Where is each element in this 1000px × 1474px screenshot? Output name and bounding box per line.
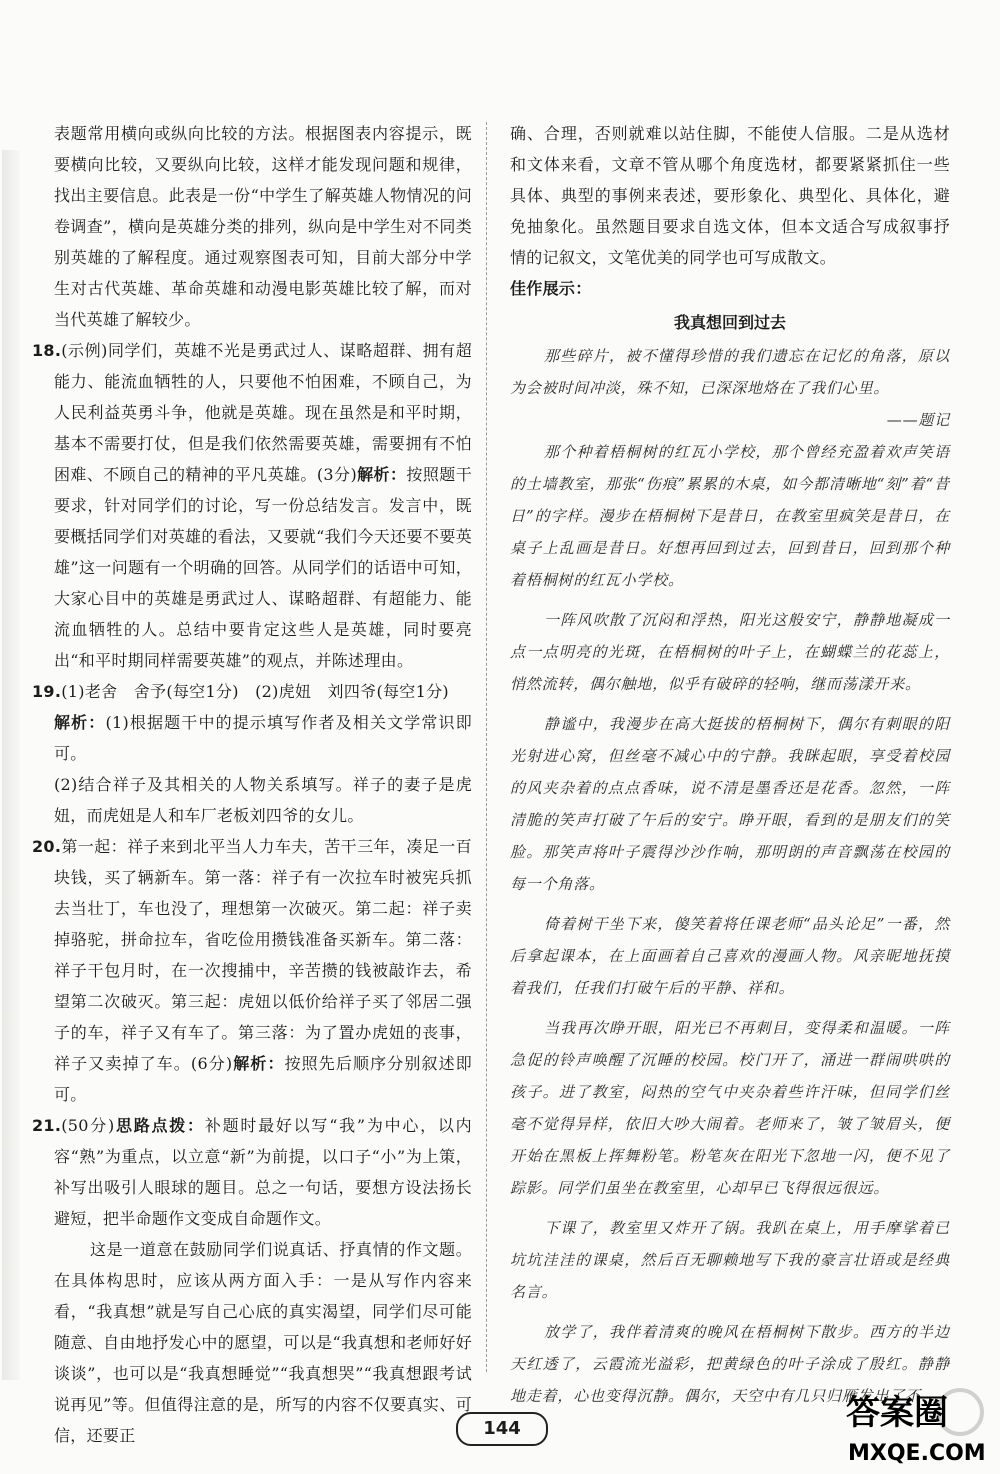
watermark-logo [840,1380,990,1470]
guidance-continued-text: 确、合理，否则就难以站住脚，不能使人信服。二是从选材和文体来看，文章不管从哪个角度选材，都要紧紧抓住一些具体、典型的事例来表述，要形象化、典型化、具体化，避免抽象化。虽然题目要求自选文体，但本文适合写成叙事抒情的记叙文，文笔优美的同学也可写成散文。 [510,124,950,267]
q19-analysis-1 [32,707,472,769]
watermark-main-text: 答案圈 [846,1393,948,1433]
q21-score: (50分) [61,1116,115,1135]
left-column [32,118,472,1451]
q18-answer: (示例)同学们，英雄不光是勇武过人、谋略超群、拥有超能力、能流血牺牲的人，只要他不怕困难，不顾自己，为人民利益英勇斗争，他就是英雄。现在虽然是和平时期，基本不需要打仗，但是我们依然需要英雄，需要拥有不怕困难、不顾自己的精神的平凡英雄。(3分) [54,341,472,484]
essay-paragraph: 倚着树干坐下来，傻笑着将任课老师“品头论足”一番，然后拿起课本，在上面画着自己喜欢的漫画人物。风亲昵地抚摸着我们，任我们打破午后的平静、祥和。 [510,915,950,997]
essay-paragraph: 当我再次睁开眼，阳光已不再刺目，变得柔和温暖。一阵急促的铃声唤醒了沉睡的校园。校门开了，涌进一群闹哄哄的孩子。进了教室，闷热的空气中夹杂着些许汗味，但同学们丝毫不觉得异样，依旧大吵大闹着。老师来了，皱了皱眉头，便开始在黑板上挥舞粉笔。粉笔灰在阳光下忽地一闪，便不见了踪影。同学们虽坐在教室里，心却早已飞得很远很远。 [510,1019,950,1197]
essay-paragraph: 一阵风吹散了沉闷和浮热，阳光这般安宁，静静地凝成一点一点明亮的光斑，在梧桐树的叶子上，在蝴蝶兰的花蕊上，悄然流转，偶尔触地，似乎有破碎的轻响，继而荡漾开来。 [510,611,950,693]
q18-analysis: 按照题干要求，针对同学们的讨论，写一份总结发言。发言中，既要概括同学们对英雄的看法，又要就“我们今天还要不要英雄”这一问题有一个明确的回答。从同学们的话语中可知，大家心目中的英雄是勇武过人、谋略超群、有超能力、能流血牺牲的人。总结中要肯定这些人是英雄，同时要亮出“和平时期同样需要英雄”的观点，并陈述理由。 [54,465,472,670]
essay-paragraph: 静谧中，我漫步在高大挺拔的梧桐树下，偶尔有刺眼的阳光射进心窝，但丝毫不减心中的宁静。我眯起眼，享受着校园的风夹杂着的点点香味，说不清是墨香还是花香。忽然，一阵清脆的笑声打破了午后的安宁。睁开眼，看到的是朋友们的笑脸。那笑声将叶子震得沙沙作响，那明朗的声音飘荡在校园的每一个角落。 [510,715,950,893]
q19-analysis-label: 解析： [54,713,106,732]
answer-19 [32,676,472,707]
essay-paragraph: 放学了，我伴着清爽的晚风在梧桐树下散步。西方的半边天红透了，云霞流光溢彩，把黄绿色的叶子涂成了殷红。静静地走着，心也变得沉静。偶尔，天空中有几只归雁发出了不 [510,1323,950,1405]
q19-number: 19. [32,682,62,701]
watermark-graphic [840,1380,990,1470]
q21-tips: 补题时最好以写“我”为中心，以内容“熟”为重点，以立意“新”为前提，以口子“小”为上策，补写出吸引人眼球的题目。总之一句话，要想方设法扬长避短，把半命题作文变成自命题作文。 [54,1116,472,1228]
q18-number: 18. [32,341,62,360]
model-essay [510,340,950,1412]
showcase-label: 佳作展示： [510,279,592,298]
chart-analysis-text: 表题常用横向或纵向比较的方法。根据图表内容提示，既要横向比较，又要纵向比较，这样才能发现问题和规律，找出主要信息。此表是一份“中学生了解英雄人物情况的问卷调查”，横向是英雄分类的排列，纵向是中学生对不同类别英雄的了解程度。通过观察图表可知，目前大部分中学生对古代英雄、革命英雄和动漫电影英雄比较了解，而对当代英雄了解较少。 [54,124,472,329]
q21-guidance: 这是一道意在鼓励同学们说真话、抒真情的作文题。在具体构思时，应该从两方面入手：一是从写作内容来看，“我真想”就是写自己心底的真实渴望，同学们尽可能随意、自由地抒发心中的愿望，可以是“我真想和老师好好谈谈”，也可以是“我真想睡觉”“我真想哭”“我真想跟考试说再见”等。但值得注意的是，所写的内容不仅要真实、可信，还要正 [54,1240,472,1445]
q20-number: 20. [32,837,62,856]
q20-analysis-label: 解析： [232,1054,285,1073]
answer-21 [32,1110,472,1234]
essay-paragraph: 那个种着梧桐树的红瓦小学校，那个曾经充盈着欢声笑语的土墙教室，那张“伤痕”累累的木桌，如今都清晰地“刻”着“昔日”的字样。漫步在梧桐树下是昔日，在教室里疯笑是昔日，在桌子上乱画是昔日。好想再回到过去，回到昔日，回到那个种着梧桐树的红瓦小学校。 [510,443,950,589]
q21-tips-label: 思路点拨： [114,1116,205,1135]
essay-epigraph: 那些碎片，被不懂得珍惜的我们遗忘在记忆的角落，原以为会被时间冲淡，殊不知，已深深地烙在了我们心里。 [510,347,950,397]
q19-answer: (1)老舍 舍予(每空1分) (2)虎妞 刘四爷(每空1分) [61,682,449,701]
q21-number: 21. [32,1116,62,1135]
q21-guidance-continued [510,118,950,304]
q20-answer: 第一起：祥子来到北平当人力车夫，苦干三年，凑足一百块钱，买了辆新车。第一落：祥子有一次拉车时被宪兵抓去当壮丁，车也没了，理想第一次破灭。第二起：祥子卖掉骆驼，拼命拉车，省吃俭用攒钱准备买新车。第二落：祥子干包月时，在一次搜捕中，辛苦攒的钱被敲诈去，希望第二次破灭。第三起：虎妞以低价给祥子买了邻居二强子的车，祥子又有车了。第三落：为了置办虎妞的丧事，祥子又卖掉了车。(6分) [54,837,472,1073]
column-divider [486,122,487,1372]
watermark-sub-text: MXQE.COM [848,1441,986,1466]
essay-paragraph: 下课了，教室里又炸开了锅。我趴在桌上，用手摩挲着已坑坑洼洼的课桌，然后百无聊赖地写下我的豪言壮语或是经典名言。 [510,1219,950,1301]
epigraph-signature: ——题记 [886,411,950,429]
q20-analysis: 按照先后顺序分别叙述即可。 [54,1054,472,1104]
right-column [510,118,950,1412]
page-number: 144 [456,1412,548,1446]
q19-analysis-text: (1)根据题干中的提示填写作者及相关文学常识即可。 [54,713,472,763]
answer-18 [32,335,472,676]
binding-gutter [2,150,20,1380]
q19-analysis-2: (2)结合祥子及其相关的人物关系填写。祥子的妻子是虎妞，而虎妞是人和车厂老板刘四爷的女儿。 [54,775,472,825]
answer-20 [32,831,472,1110]
q18-analysis-label: 解析： [356,465,407,484]
essay-title: 我真想回到过去 [673,313,786,332]
